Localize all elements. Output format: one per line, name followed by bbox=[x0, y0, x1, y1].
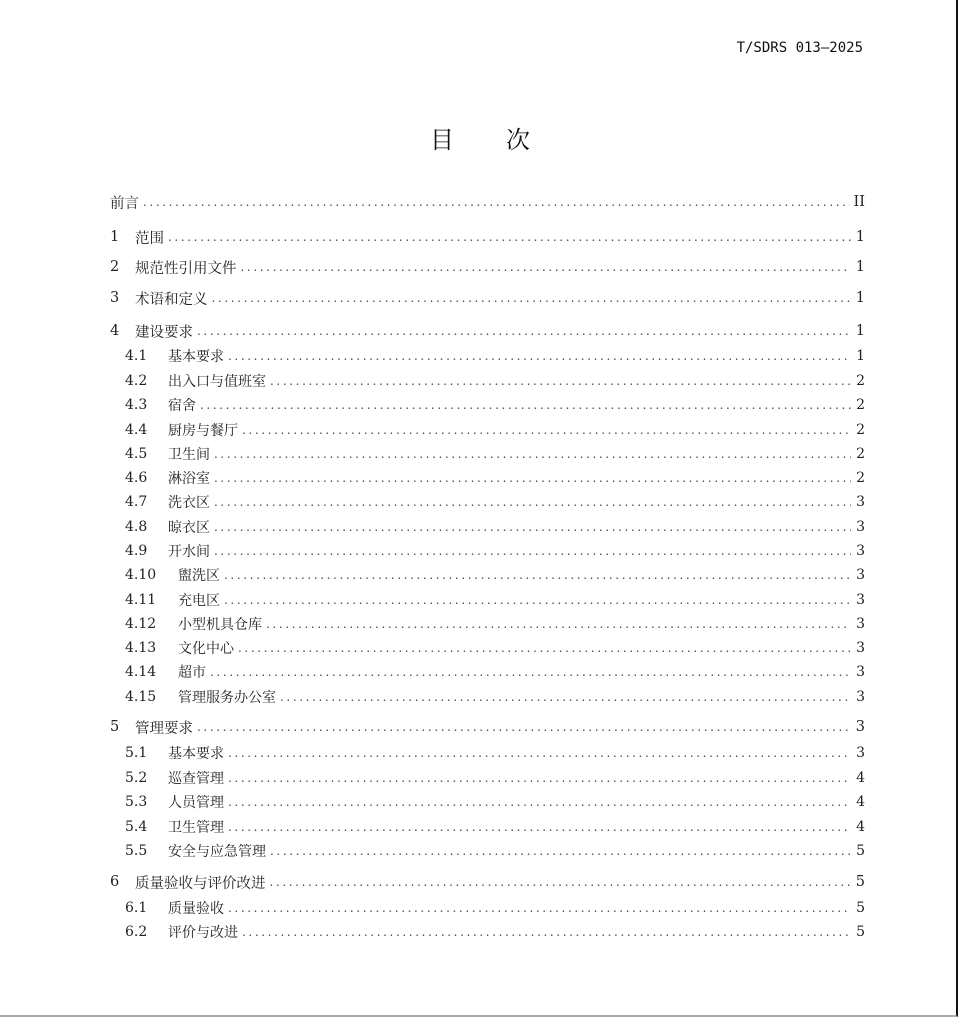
toc-entry-page: 3 bbox=[856, 745, 865, 761]
toc-entry-title: 管理要求 bbox=[135, 720, 193, 737]
dot-leader bbox=[224, 568, 851, 582]
dot-leader bbox=[214, 544, 851, 558]
toc-entry-title: 晾衣区 bbox=[168, 520, 210, 536]
dot-leader bbox=[241, 260, 852, 274]
toc-entry-page: 3 bbox=[856, 616, 865, 632]
toc-entry-number: 4.1 bbox=[125, 348, 148, 364]
toc-entry-page: 2 bbox=[856, 397, 865, 413]
toc-entry-page: 2 bbox=[856, 470, 865, 486]
toc-entry-title: 卫生间 bbox=[168, 447, 210, 463]
dot-leader bbox=[242, 925, 851, 939]
toc-entry-title: 基本要求 bbox=[168, 746, 224, 762]
toc-entry-title: 范围 bbox=[135, 230, 164, 247]
toc-entry-title: 卫生管理 bbox=[168, 820, 224, 836]
dot-leader bbox=[224, 593, 851, 607]
dot-leader bbox=[214, 471, 851, 485]
toc-entry-title: 洗衣区 bbox=[168, 495, 210, 511]
toc-entry-page: 5 bbox=[856, 924, 865, 940]
toc-entry-title: 质量验收 bbox=[168, 901, 224, 917]
toc-entry-title: 质量验收与评价改进 bbox=[135, 875, 266, 892]
toc-entry-number: 4.12 bbox=[125, 616, 157, 632]
toc-entry-number: 4.15 bbox=[125, 689, 157, 705]
toc-entry-page: 3 bbox=[856, 689, 865, 705]
toc-entry[interactable] bbox=[125, 614, 865, 634]
toc-entry-page: 3 bbox=[856, 640, 865, 656]
toc-entry[interactable] bbox=[110, 872, 865, 892]
dot-leader bbox=[270, 844, 851, 858]
toc-entry-title: 基本要求 bbox=[168, 349, 224, 365]
toc-entry-number: 1 bbox=[110, 229, 120, 245]
dot-leader bbox=[228, 901, 851, 915]
toc-entry-page: 1 bbox=[855, 323, 865, 339]
toc-entry[interactable] bbox=[125, 541, 865, 561]
toc-entry-number: 5.2 bbox=[125, 770, 148, 786]
toc-entry[interactable] bbox=[125, 420, 865, 440]
toc-entry-page: 5 bbox=[856, 900, 865, 916]
toc-entry-page: 5 bbox=[855, 874, 865, 890]
toc-entry[interactable] bbox=[125, 743, 865, 763]
toc-entry[interactable] bbox=[125, 768, 865, 788]
dot-leader bbox=[280, 690, 851, 704]
toc-entry-page: 2 bbox=[856, 446, 865, 462]
toc-entry-number: 4.10 bbox=[125, 567, 157, 583]
dot-leader bbox=[214, 520, 851, 534]
toc-entry-title: 盥洗区 bbox=[178, 568, 220, 584]
dot-leader bbox=[238, 641, 851, 655]
toc-entry[interactable] bbox=[110, 717, 865, 737]
toc-entry-page: 4 bbox=[856, 819, 865, 835]
toc-entry[interactable] bbox=[110, 257, 865, 277]
toc-entry-title: 安全与应急管理 bbox=[168, 844, 266, 860]
toc-entry-page: 3 bbox=[856, 664, 865, 680]
dot-leader bbox=[212, 291, 852, 305]
toc-entry[interactable] bbox=[125, 517, 865, 537]
toc-entry-page: 1 bbox=[855, 290, 865, 306]
toc-entry-page: 4 bbox=[856, 770, 865, 786]
toc-entry[interactable] bbox=[125, 492, 865, 512]
toc-entry-number: 4.2 bbox=[125, 373, 148, 389]
toc-entry[interactable] bbox=[110, 321, 865, 341]
toc-entry[interactable] bbox=[110, 227, 865, 247]
toc-entry[interactable] bbox=[125, 395, 865, 415]
toc-entry-number: 3 bbox=[110, 290, 120, 306]
toc-entry-page: 3 bbox=[856, 494, 865, 510]
toc-entry-title: 厨房与餐厅 bbox=[168, 423, 238, 439]
dot-leader bbox=[214, 495, 851, 509]
toc-entry[interactable] bbox=[110, 288, 865, 308]
dot-leader bbox=[242, 423, 851, 437]
toc-entry-number: 4.11 bbox=[125, 592, 157, 608]
toc-entry-title: 文化中心 bbox=[178, 641, 234, 657]
toc-entry-title: 前言 bbox=[110, 195, 139, 212]
toc-entry-number: 4.3 bbox=[125, 397, 148, 413]
toc-entry[interactable] bbox=[125, 898, 865, 918]
dot-leader bbox=[228, 349, 851, 363]
toc-entry-title: 淋浴室 bbox=[168, 471, 210, 487]
dot-leader bbox=[270, 875, 852, 889]
toc-entry-title: 超市 bbox=[178, 665, 206, 681]
toc-entry-number: 4 bbox=[110, 323, 120, 339]
toc-entry-title: 术语和定义 bbox=[135, 291, 208, 308]
toc-entry-page: 3 bbox=[856, 519, 865, 535]
toc-entry[interactable] bbox=[125, 346, 865, 366]
toc-entry[interactable] bbox=[125, 468, 865, 488]
toc-entry-title: 充电区 bbox=[178, 593, 220, 609]
toc-entry-title: 出入口与值班室 bbox=[168, 374, 266, 390]
toc-entry[interactable] bbox=[125, 662, 865, 682]
page-title: 目次 bbox=[430, 126, 582, 154]
toc-entry[interactable] bbox=[125, 590, 865, 610]
dot-leader bbox=[228, 795, 851, 809]
toc-entry[interactable] bbox=[125, 565, 865, 585]
toc-entry-number: 6 bbox=[110, 874, 120, 890]
toc-entry-number: 6.1 bbox=[125, 900, 148, 916]
toc-entry-title: 人员管理 bbox=[168, 795, 224, 811]
dot-leader bbox=[143, 195, 850, 209]
toc-entry-number: 4.9 bbox=[125, 543, 148, 559]
toc-entry-number: 4.14 bbox=[125, 664, 157, 680]
toc-entry-title: 评价与改进 bbox=[168, 925, 238, 941]
toc-entry-page: 5 bbox=[856, 843, 865, 859]
toc-entry-title: 巡查管理 bbox=[168, 771, 224, 787]
toc-entry[interactable] bbox=[125, 841, 865, 861]
toc-entry-number: 4.4 bbox=[125, 422, 148, 438]
toc-entry-title: 小型机具仓库 bbox=[178, 617, 262, 633]
toc-entry-number: 2 bbox=[110, 259, 120, 275]
toc-entry-number: 4.7 bbox=[125, 494, 148, 510]
toc-entry-title: 开水间 bbox=[168, 544, 210, 560]
toc-entry[interactable] bbox=[125, 371, 865, 391]
dot-leader bbox=[197, 720, 851, 734]
toc-entry-page: 3 bbox=[856, 567, 865, 583]
toc-entry[interactable] bbox=[125, 638, 865, 658]
dot-leader bbox=[168, 230, 851, 244]
toc-entry-number: 4.8 bbox=[125, 519, 148, 535]
toc-entry[interactable] bbox=[125, 444, 865, 464]
toc-entry-title: 建设要求 bbox=[135, 324, 193, 341]
toc-entry[interactable] bbox=[110, 192, 865, 212]
toc-entry-page: 4 bbox=[856, 794, 865, 810]
dot-leader bbox=[266, 617, 851, 631]
toc-entry-number: 4.13 bbox=[125, 640, 157, 656]
toc-entry-title: 管理服务办公室 bbox=[178, 690, 276, 706]
toc-entry-number: 5.5 bbox=[125, 843, 148, 859]
toc-entry-title: 宿舍 bbox=[168, 398, 196, 414]
toc-entry-page: 2 bbox=[856, 373, 865, 389]
dot-leader bbox=[214, 447, 851, 461]
toc-entry[interactable] bbox=[125, 817, 865, 837]
toc-entry-page: 1 bbox=[855, 259, 865, 275]
toc-entry-page: 3 bbox=[856, 592, 865, 608]
toc-entry-number: 5.3 bbox=[125, 794, 148, 810]
toc-entry-page: II bbox=[853, 194, 865, 210]
toc-entry-title: 规范性引用文件 bbox=[135, 260, 237, 277]
toc-entry-page: 3 bbox=[856, 543, 865, 559]
toc-entry-number: 5.1 bbox=[125, 745, 148, 761]
dot-leader bbox=[210, 665, 851, 679]
toc-entry[interactable] bbox=[125, 922, 865, 942]
toc-entry-number: 5 bbox=[110, 719, 120, 735]
toc-entry-page: 3 bbox=[855, 719, 865, 735]
toc-entry[interactable] bbox=[125, 687, 865, 707]
toc-entry-number: 4.6 bbox=[125, 470, 148, 486]
toc-entry-number: 6.2 bbox=[125, 924, 148, 940]
toc-entry-page: 1 bbox=[855, 229, 865, 245]
dot-leader bbox=[228, 820, 851, 834]
toc-entry[interactable] bbox=[125, 792, 865, 812]
document-id: T/SDRS 013—2025 bbox=[736, 40, 863, 56]
dot-leader bbox=[200, 398, 851, 412]
dot-leader bbox=[228, 771, 851, 785]
toc-entry-number: 4.5 bbox=[125, 446, 148, 462]
dot-leader bbox=[197, 324, 851, 338]
toc-entry-page: 2 bbox=[856, 422, 865, 438]
toc-entry-page: 1 bbox=[856, 348, 865, 364]
dot-leader bbox=[270, 374, 851, 388]
dot-leader bbox=[228, 746, 851, 760]
toc-entry-number: 5.4 bbox=[125, 819, 148, 835]
